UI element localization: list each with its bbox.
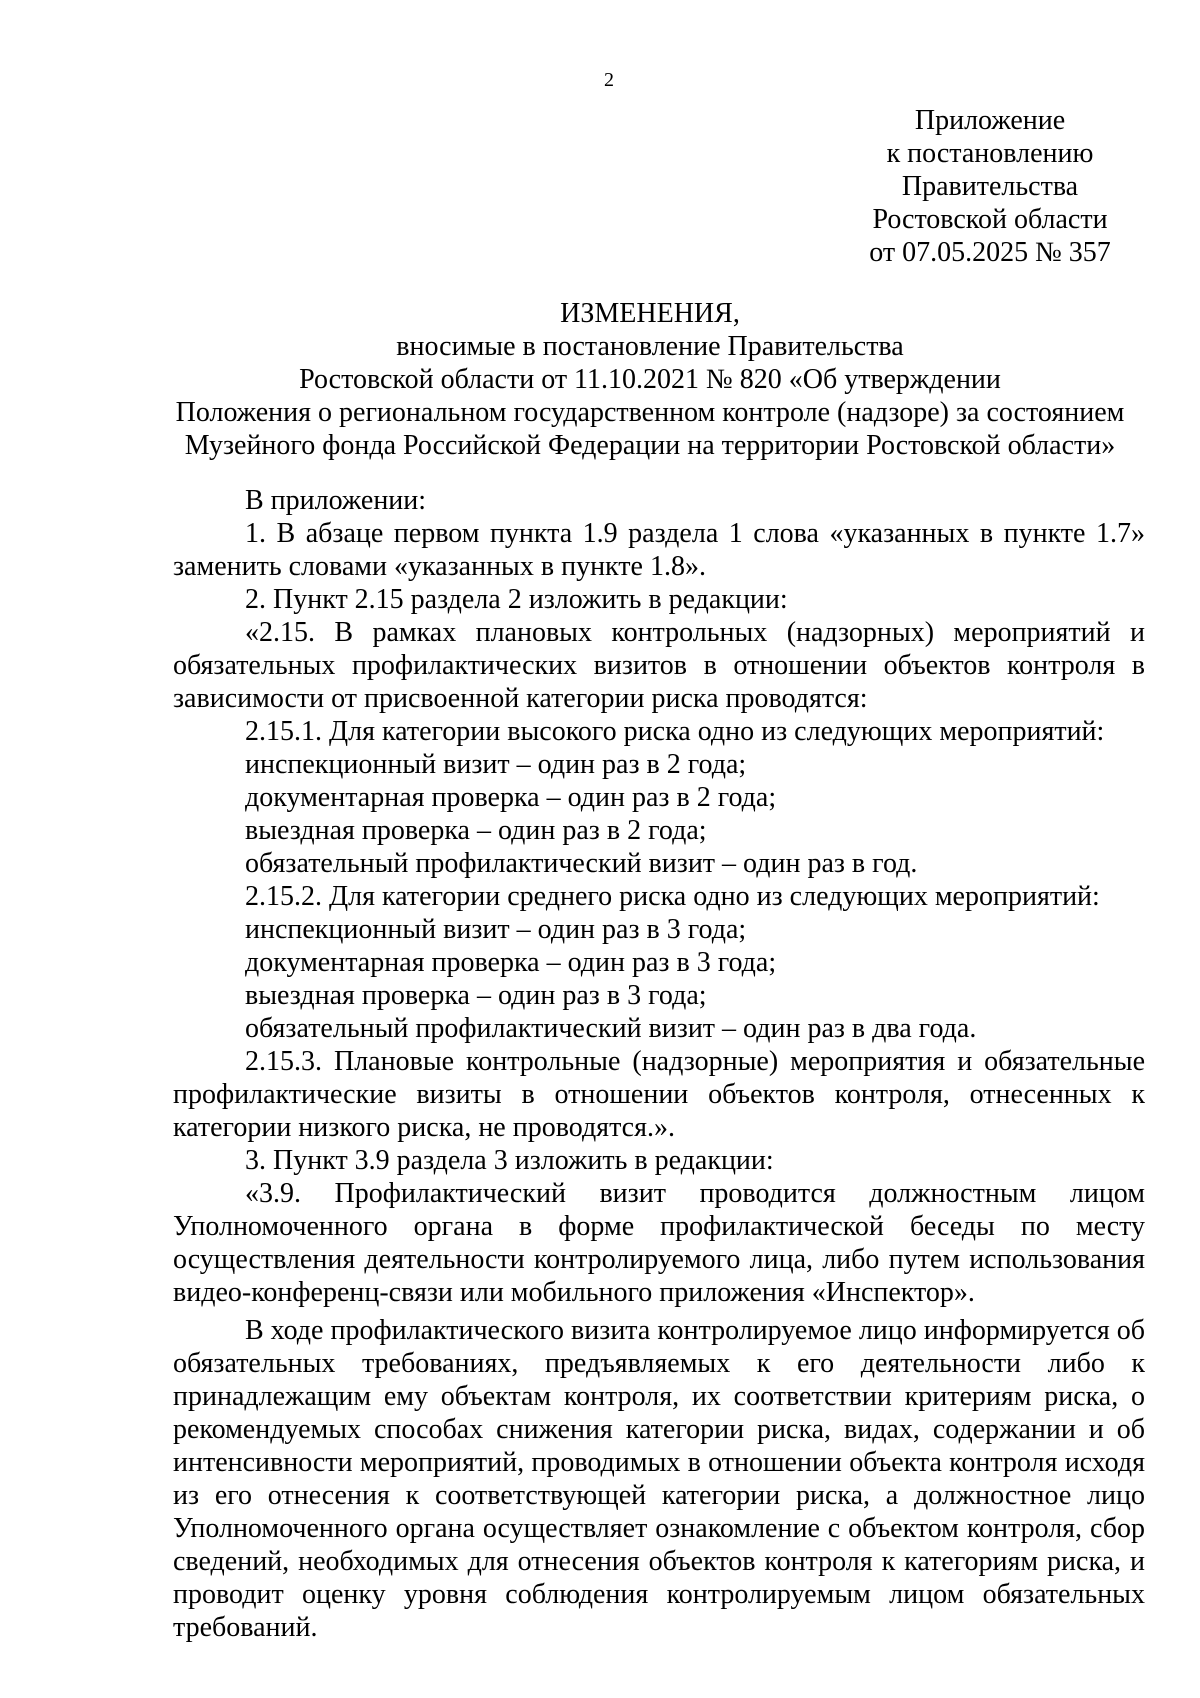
document-title: ИЗМЕНЕНИЯ, xyxy=(560,298,740,329)
heading-line: Ростовской области от 11.10.2021 № 820 «Об утверждении xyxy=(299,364,1001,395)
heading-line: Положения о региональном государственном контроле (надзоре) за состоянием xyxy=(175,397,1125,428)
document-body xyxy=(173,484,1145,1644)
appendix-line: Правительства xyxy=(901,171,1079,202)
list-item: документарная проверка – один раз в 2 года; xyxy=(245,782,777,813)
list-item: выездная проверка – один раз в 2 года; xyxy=(245,815,707,846)
heading-line: вносимые в постановление Правительства xyxy=(396,331,904,362)
paragraph: 2. Пункт 2.15 раздела 2 изложить в редакции: xyxy=(245,584,788,615)
paragraph: «2.15. В рамках плановых контрольных (надзорных) мероприятий и обязательных профилактических визитов в отношении объектов контроля в зависимости от присвоенной категории риска проводятся: xyxy=(173,617,1145,714)
paragraph: 1. В абзаце первом пункта 1.9 раздела 1 слова «указанных в пункте 1.7» заменить словами «указанных в пункте 1.8». xyxy=(173,518,1145,582)
page-number: 2 xyxy=(604,69,614,91)
list-item: инспекционный визит – один раз в 2 года; xyxy=(245,749,747,780)
paragraph: 3. Пункт 3.9 раздела 3 изложить в редакции: xyxy=(245,1145,774,1176)
appendix-line: от 07.05.2025 № 357 xyxy=(869,237,1111,268)
paragraph: В приложении: xyxy=(245,485,427,516)
appendix-line: Ростовской области xyxy=(872,204,1108,235)
list-item: обязательный профилактический визит – один раз в год. xyxy=(245,848,918,879)
paragraph: «3.9. Профилактический визит проводится должностным лицом Уполномоченного органа в форме профилактической беседы по месту осуществления деятельности контролируемого лица, либо путем использования видео-конференц-связи или мобильного приложения «Инспектор». xyxy=(173,1178,1145,1308)
paragraph: В ходе профилактического визита контролируемое лицо информируется об обязательных требованиях, предъявляемых к его деятельности либо к принадлежащим ему объектам контроля, их соответствии критериям риска, о рекомендуемых способах снижения категории риска, видах, содержании и об интенсивности мероприятий, проводимых в отношении объекта контроля исходя из его отнесения к соответствующей категории риска, а должностное лицо Уполномоченного органа осуществляет ознакомление с объектом контроля, сбор сведений, необходимых для отнесения объектов контроля к категориям риска, и проводит оценку уровня соблюдения контролируемым лицом обязательных требований. xyxy=(173,1315,1145,1643)
paragraph: 2.15.3. Плановые контрольные (надзорные) мероприятия и обязательные профилактические визиты в отношении объектов контроля, отнесенных к категории низкого риска, не проводятся.». xyxy=(173,1046,1145,1143)
appendix-line: к постановлению xyxy=(886,138,1094,169)
appendix-block xyxy=(840,104,1140,269)
paragraph: 2.15.2. Для категории среднего риска одно из следующих мероприятий: xyxy=(245,881,1100,912)
paragraph: 2.15.1. Для категории высокого риска одно из следующих мероприятий: xyxy=(245,716,1105,747)
appendix-line: Приложение xyxy=(914,105,1066,136)
document-heading xyxy=(150,297,1150,462)
list-item: выездная проверка – один раз в 3 года; xyxy=(245,980,707,1011)
list-item: обязательный профилактический визит – один раз в два года. xyxy=(245,1013,977,1044)
list-item: документарная проверка – один раз в 3 года; xyxy=(245,947,777,978)
list-item: инспекционный визит – один раз в 3 года; xyxy=(245,914,747,945)
heading-line: Музейного фонда Российской Федерации на территории Ростовской области» xyxy=(184,430,1116,461)
